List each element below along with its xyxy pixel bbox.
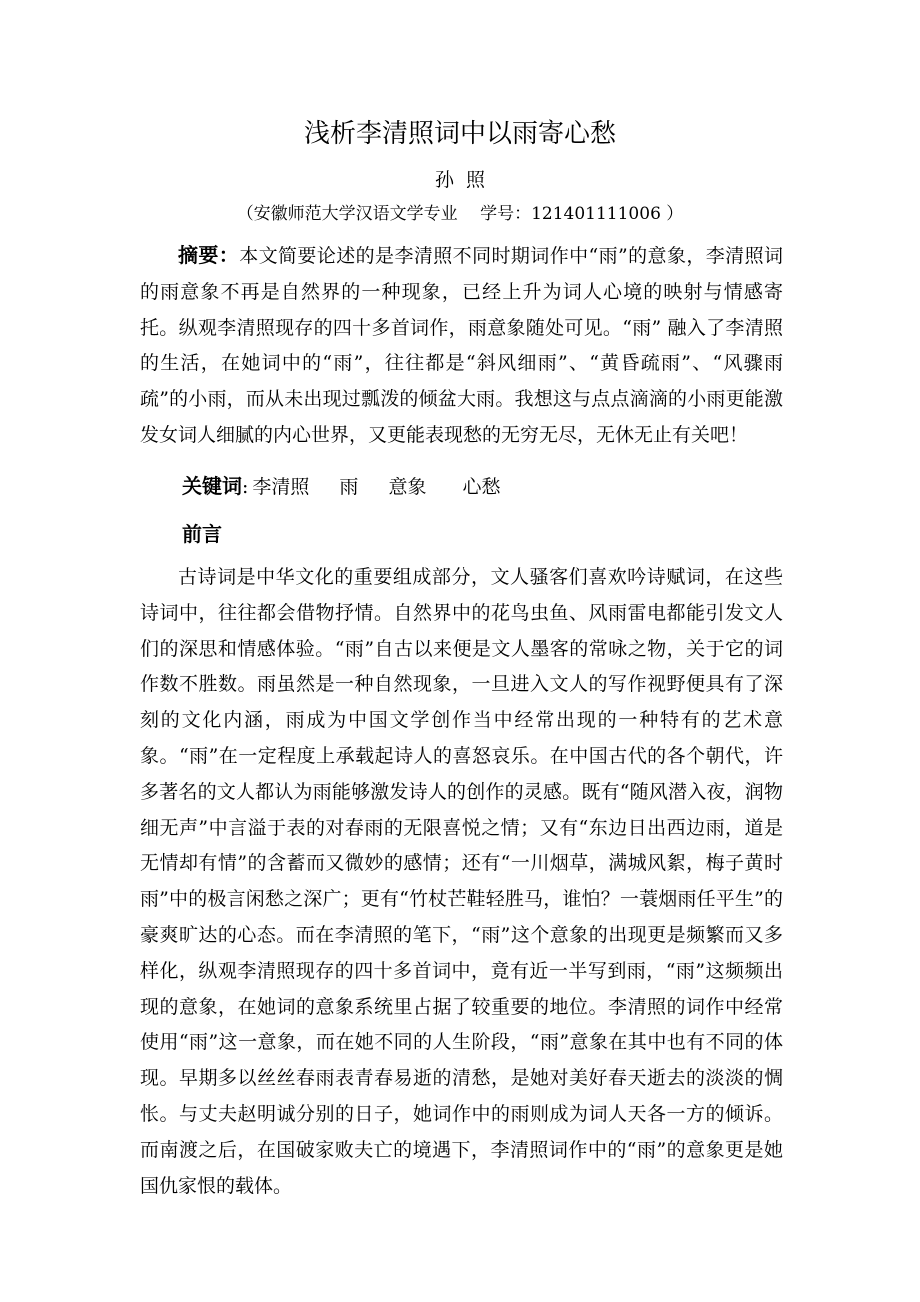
abstract-paragraph — [140, 238, 783, 454]
document-title: 浅析李清照词中以雨寄心愁 — [303, 119, 616, 149]
section-heading: 前言 — [182, 522, 222, 546]
keywords-line — [182, 470, 500, 503]
abstract-label: 摘要： — [178, 243, 240, 267]
abstract-text: 本文简要论述的是李清照不同时期词作中“雨”的意象，李清照词的雨意象不再是自然界的一种现象，已经上升为词人心境的映射与情感寄托。纵观李清照现存的四十多首词作，雨意象随处可见。“雨” 融入了李清照的生活，在她词中的“雨”，往往都是“斜风细雨”、“黄昏疏雨”、“风骤雨疏”的小雨，而从未出现过瓢泼的倾盆大雨。我想这与点点滴滴的小雨更能激发女词人细腻的内心世界，又更能表现愁的无穷无尽，无休无止有关吧！ — [140, 245, 783, 446]
keyword-item: 雨 — [339, 476, 359, 498]
keywords-separator: : — [242, 476, 249, 498]
keyword-item: 意象 — [388, 476, 427, 498]
intro-paragraph: 古诗词是中华文化的重要组成部分，文人骚客们喜欢吟诗赋词，在这些诗词中，往往都会借物抒情。自然界中的花鸟虫鱼、风雨雷电都能引发文人们的深思和情感体验。“雨”自古以来便是文人墨客的常咏之物，关于它的词作数不胜数。雨虽然是一种自然现象，一旦进入文人的写作视野便具有了深刻的文化内涵，雨成为中国文学创作当中经常出现的一种特有的艺术意象。“雨”在一定程度上承载起诗人的喜怒哀乐。在中国古代的各个朝代，许多著名的文人都认为雨能够激发诗人的创作的灵感。既有“随风潜入夜，润物细无声”中言溢于表的对春雨的无限喜悦之情；又有“东边日出西边雨，道是无情却有情”的含蓄而又微妙的感情；还有“一川烟草，满城风絮，梅子黄时雨”中的极言闲愁之深广；更有“竹杖芒鞋轻胜马，谁怕？一蓑烟雨任平生”的豪爽旷达的心态。而在李清照的笔下，“雨”这个意象的出现更是频繁而又多样化，纵观李清照现存的四十多首词中，竟有近一半写到雨，“雨”这频频出现的意象，在她词的意象系统里占据了较重要的地位。李清照的词作中经常使用“雨”这一意象，而在她不同的人生阶段，“雨”意象在其中也有不同的体现。早期多以丝丝春雨表青春易逝的清愁，是她对美好春天逝去的淡淡的惆怅。与丈夫赵明诚分别的日子，她词作中的雨则成为词人天各一方的倾诉。而南渡之后，在国破家败夫亡的境遇下，李清照词作中的“雨”的意象更是她国仇家恨的载体。 — [140, 566, 783, 1197]
author-name: 孙 照 — [434, 169, 486, 191]
keyword-item: 李清照 — [252, 476, 310, 498]
author-affiliation: （安徽师范大学汉语文学专业 学号：121401111006 ） — [236, 204, 684, 224]
keywords-label: 关键词 — [182, 474, 242, 498]
keyword-item: 心愁 — [462, 476, 501, 498]
